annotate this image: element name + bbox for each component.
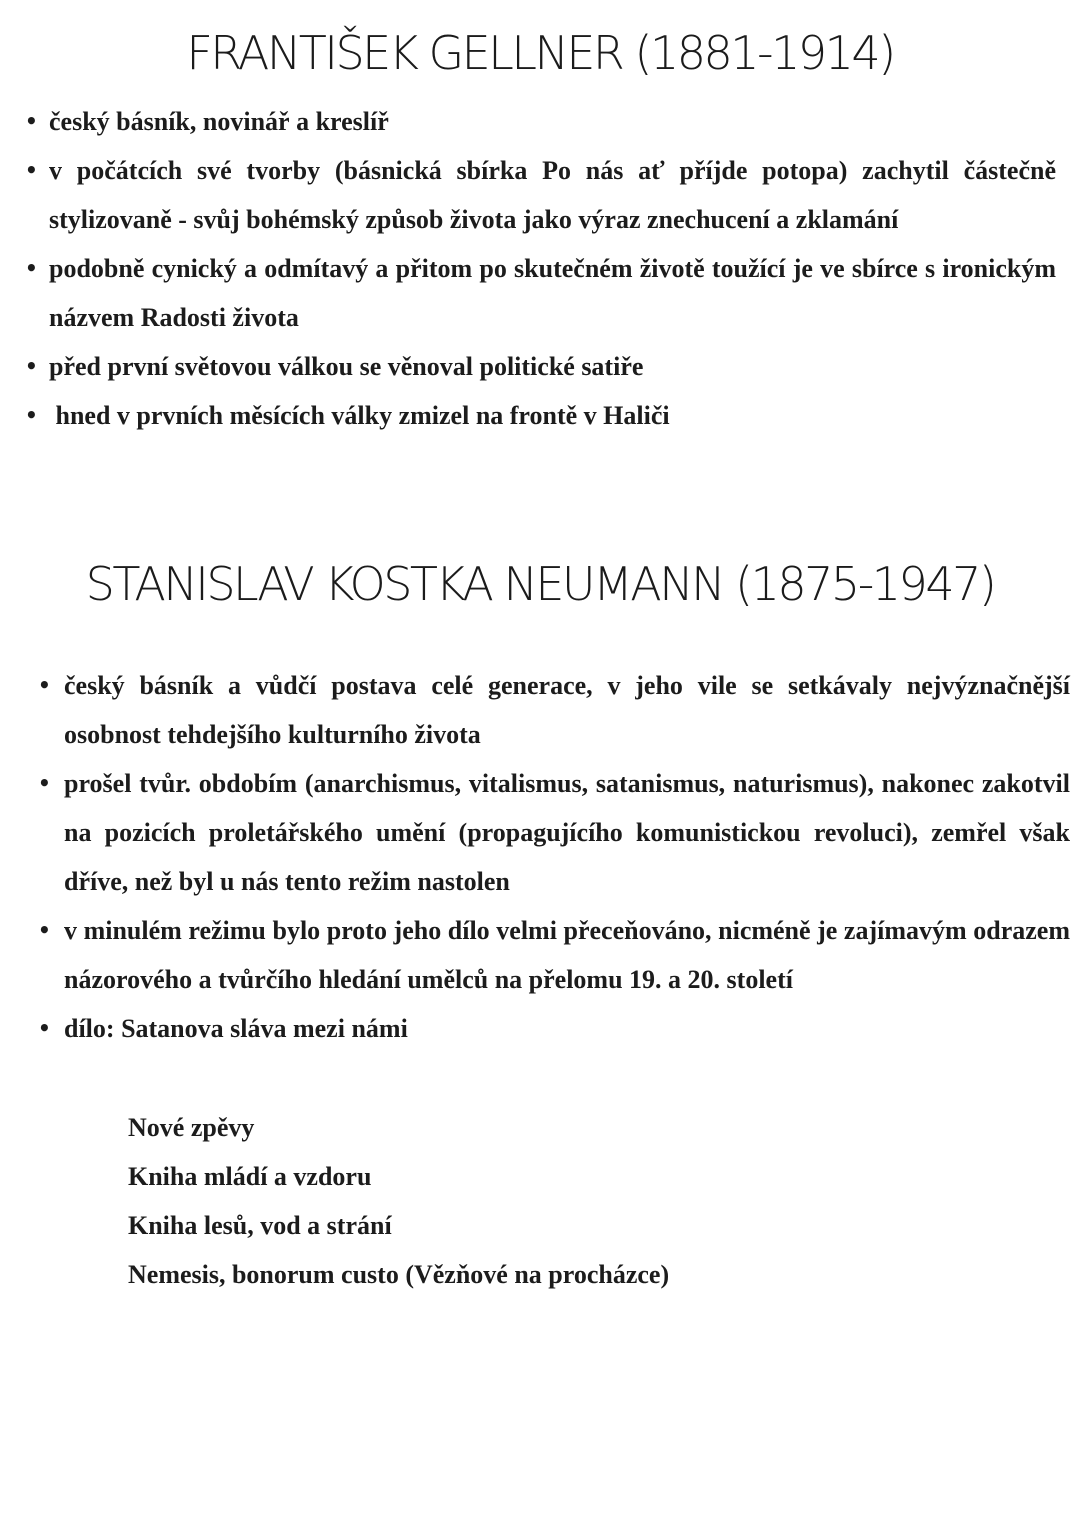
gellner-facts-list [0,97,1080,440]
list-item-text: dílo: Satanova sláva mezi námi [64,1014,408,1043]
bullet-icon: • [25,109,38,133]
list-item [0,342,1080,391]
bullet-icon: • [38,918,51,942]
bullet-icon: • [25,256,38,280]
section-title-neumann: STANISLAV KOSTKA NEUMANN (1875-1947) [85,557,995,611]
bullet-icon: • [38,673,51,697]
list-item-text: před první světovou válkou se věnoval politické satiře [49,352,644,381]
list-item [0,146,1080,244]
list-item [0,759,1080,906]
work-title: Nemesis, bonorum custo (Vězňové na procházce) [128,1260,670,1289]
list-item [0,244,1080,342]
neumann-facts-list [0,661,1080,1053]
bullet-icon: • [38,771,51,795]
work-title: Kniha mládí a vzdoru [128,1162,372,1191]
bullet-icon: • [25,403,38,427]
list-item-text: podobně cynický a odmítavý a přitom po skutečném životě toužící je ve sbírce s ironickým názvem Radosti života [49,254,1056,332]
highlight-mark [118,1063,460,1092]
list-item-text: hned v prvních měsících války zmizel na frontě v Haliči [49,401,670,430]
work-title: Kniha lesů, vod a strání [128,1211,392,1240]
bullet-icon: • [38,1016,51,1040]
section-title-gellner: FRANTIŠEK GELLNER (1881-1914) [186,26,894,80]
list-item [0,97,1080,146]
list-item [0,1004,1080,1053]
bullet-icon: • [25,158,38,182]
list-item [0,391,1080,440]
list-item-text: v počátcích své tvorby (básnická sbírka Po nás ať příjde potopa) zachytil částečně stylizovaně - svůj bohémský způsob života jako výraz znechucení a zklamání [49,156,1056,234]
list-item-text: český básník a vůdčí postava celé generace, v jeho vile se setkávaly nejvýznačnější osobnost tehdejšího kulturního života [64,671,1070,749]
list-item [0,661,1080,759]
neumann-works-list [128,1103,669,1299]
list-item-text: prošel tvůr. obdobím (anarchismus, vitalismus, satanismus, naturismus), nakonec zakotvil na pozicích proletářského umění (propagujícího komunistickou revoluci), zemřel však dříve, než byl u nás tento režim nastolen [64,769,1070,896]
work-title: Nové zpěvy [128,1113,255,1142]
list-item [0,906,1080,1004]
list-item-text: v minulém režimu bylo proto jeho dílo velmi přeceňováno, nicméně je zajímavým odrazem názorového a tvůrčího hledání umělců na přelomu 19. a 20. století [64,916,1070,994]
list-item-text: český básník, novinář a kreslíř [49,107,389,136]
bullet-icon: • [25,354,38,378]
